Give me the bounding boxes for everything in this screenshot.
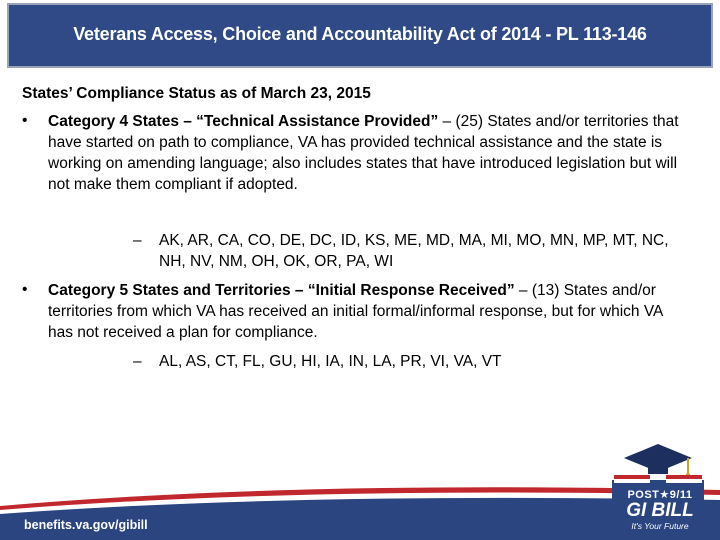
- dash-marker: –: [133, 353, 142, 370]
- section-heading: States’ Compliance Status as of March 23, 2015: [22, 85, 371, 102]
- category4-paragraph: [48, 111, 688, 195]
- category5-label: Category 5 States and Territories – “Initial Response Received”: [48, 282, 515, 299]
- logo-gi-bill-text: GI BILL: [626, 500, 694, 521]
- category5-states: AL, AS, CT, FL, GU, HI, IA, IN, LA, PR, VI, VA, VT: [159, 353, 502, 370]
- logo-post-text: POST★9/11: [627, 489, 693, 501]
- logo-tagline: It's Your Future: [631, 521, 689, 531]
- category4-label: Category 4 States – “Technical Assistance Provided”: [48, 113, 439, 130]
- bullet-marker: •: [22, 112, 28, 129]
- logo-flag-stripe: [614, 475, 650, 479]
- category4-description: – (25) States and/or territories that have started on path to compliance, VA has provided technical assistance and the state is working on amending language; also includes states that have introduced legislation but will not make them compliant if adopted.: [48, 113, 679, 193]
- website-link[interactable]: benefits.va.gov/gibill: [24, 518, 148, 532]
- title-banner: [7, 3, 713, 68]
- category5-paragraph: [48, 280, 688, 343]
- slide-title: Veterans Access, Choice and Accountability Act of 2014 - PL 113-146: [73, 24, 647, 44]
- category5-description: – (13) States and/or territories from which VA has received an initial formal/informal response, but for which VA has not received a plan for compliance.: [48, 282, 663, 341]
- category4-states: AK, AR, CA, CO, DE, DC, ID, KS, ME, MD, MA, MI, MO, MN, MP, MT, NC, NH, NV, NM, OH, OK, OR, PA, WI: [159, 232, 669, 270]
- bullet-marker: •: [22, 281, 28, 298]
- dash-marker: –: [133, 232, 142, 249]
